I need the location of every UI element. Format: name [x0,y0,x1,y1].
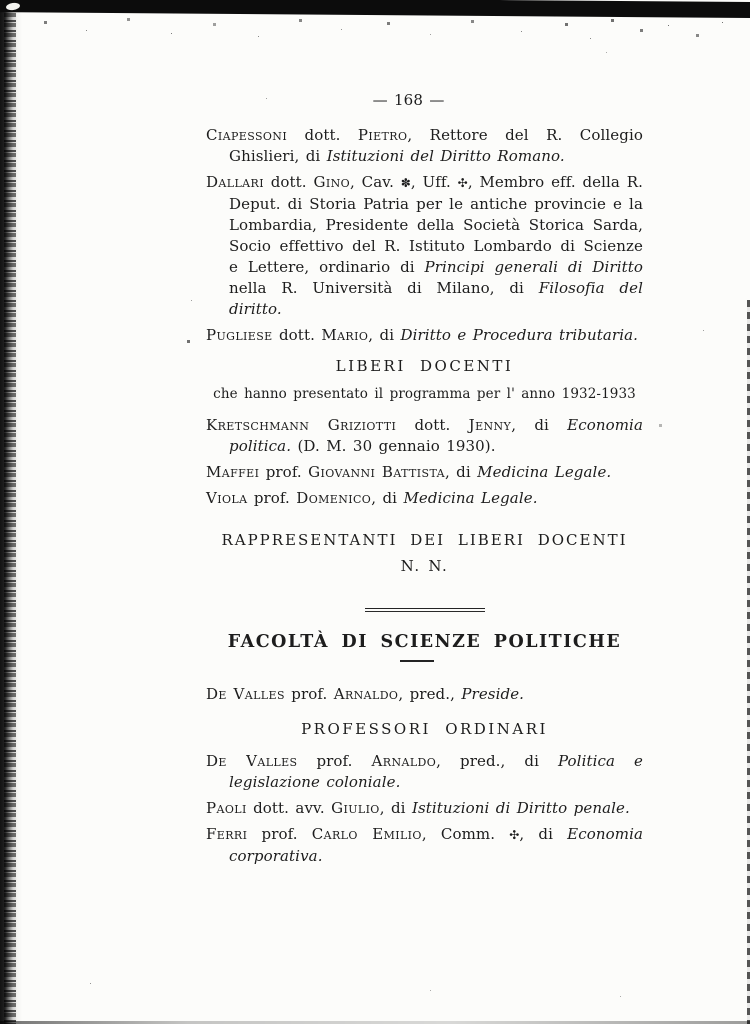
faculty-entry [206,172,643,320]
cross-icon: ✣ [457,176,468,190]
subject-title: Economia politica. [229,416,643,455]
entry-text: dott. [287,126,358,144]
faculty-entry [206,325,643,346]
divider-double-rule [365,608,485,612]
person-name: Arnaldo [371,752,437,770]
subject-title: Medicina Legale. [403,489,538,507]
entry-text: prof. [247,825,312,843]
section-heading: PROFESSORI ORDINARI [301,720,548,738]
entry-text: dott. avv. [246,799,332,817]
subject-title: Principi generali di Diritto [424,258,643,276]
section-subheading: che hanno presentato il programma per l' anno 1932-1933 [213,386,636,402]
person-name: Kretschmann Griziotti [206,416,397,434]
entry-text: prof. [247,489,297,507]
faculty-entry [206,125,643,167]
entry-text: prof. [297,752,372,770]
subject-title: Diritto e Procedura tributaria. [400,326,638,344]
person-name: Giovanni Battista [308,463,445,481]
entry-text: , di [444,463,478,481]
person-name: Mario [321,326,369,344]
section-heading: LIBERI DOCENTI [335,357,514,375]
entry-text: , pred., [398,685,462,703]
title-underline-rule [400,660,434,662]
entry-text: , di [368,326,401,344]
person-name: De Valles [206,685,285,703]
entry-text: , di [371,489,404,507]
entry-text: nella R. Università di Milano, di [229,279,539,297]
entry-text: , Rettore del R. Collegio Ghislieri, di [229,126,643,165]
person-name: Viola [206,489,248,507]
person-name: Jenny [468,416,512,434]
entry-text: (D. M. 30 gennaio 1930). [291,437,496,455]
faculty-entry [206,462,643,483]
faculty-entry [206,751,643,793]
faculty-entry [206,798,643,819]
entry-text: prof. [259,463,309,481]
person-name: Arnaldo [333,685,399,703]
entry-text: , di [519,825,568,843]
page-content [206,90,643,872]
entry-text: , di [379,799,412,817]
person-name: Gino [313,173,351,191]
subject-title: Filosofia del diritto. [229,279,644,318]
faculty-entry [206,824,643,867]
scan-speckles [0,0,1,1]
faculty-entry [206,684,643,705]
person-name: Ciapessoni [206,126,288,144]
person-name: De Valles [206,752,298,770]
section-heading: RAPPRESENTANTI DEI LIBERI DOCENTI [221,531,628,549]
subject-title: Politica e legislazione coloniale. [229,752,643,791]
faculty-entry [206,415,643,457]
page-top-edge [0,0,750,18]
person-name: Dallari [206,173,264,191]
person-name: Ferri [206,825,248,843]
faculty-entry [206,488,643,509]
cross-icon: ✣ [509,828,520,842]
subject-title: Medicina Legale. [477,463,612,481]
entry-text: dott. [396,416,469,434]
entry-text: dott. [263,173,314,191]
faculty-title: FACOLTÀ DI SCIENZE POLITICHE [227,632,622,652]
rosette-icon: ✽ [400,176,411,190]
subject-title: Istituzioni di Diritto penale. [411,799,630,817]
entry-text: dott. [272,326,322,344]
subject-title: Istituzioni del Diritto Romano. [326,147,565,165]
person-name: Pietro [357,126,408,144]
nn-placeholder: N. N. [400,557,449,575]
entry-text: , Comm. [421,825,510,843]
entry-text: , Uff. [410,173,458,191]
binding-edge-left [0,0,22,1024]
person-name: Domenico [296,489,372,507]
entry-text: prof. [284,685,334,703]
entry-text: , Cav. [350,173,401,191]
page-number: — 168 — [372,91,445,109]
person-name: Giulio [331,799,380,817]
entry-text: , pred., di [436,752,558,770]
person-name: Maffei [206,463,260,481]
person-name: Carlo Emilio [311,825,422,843]
entry-text: , di [511,416,568,434]
subject-title: Economia corporativa. [229,825,644,865]
person-name: Paoli [206,799,247,817]
entry-text: , Membro eff. della R. Deput. di Storia Patria per le antiche provincie e la Lombardia, Presidente della Società Storica Sarda, Socio effettivo del R. Istituto Lombardo di Scienze e Lettere, ordinario di [229,173,643,276]
person-name: Pugliese [206,326,273,344]
subject-title: Preside. [461,685,525,703]
